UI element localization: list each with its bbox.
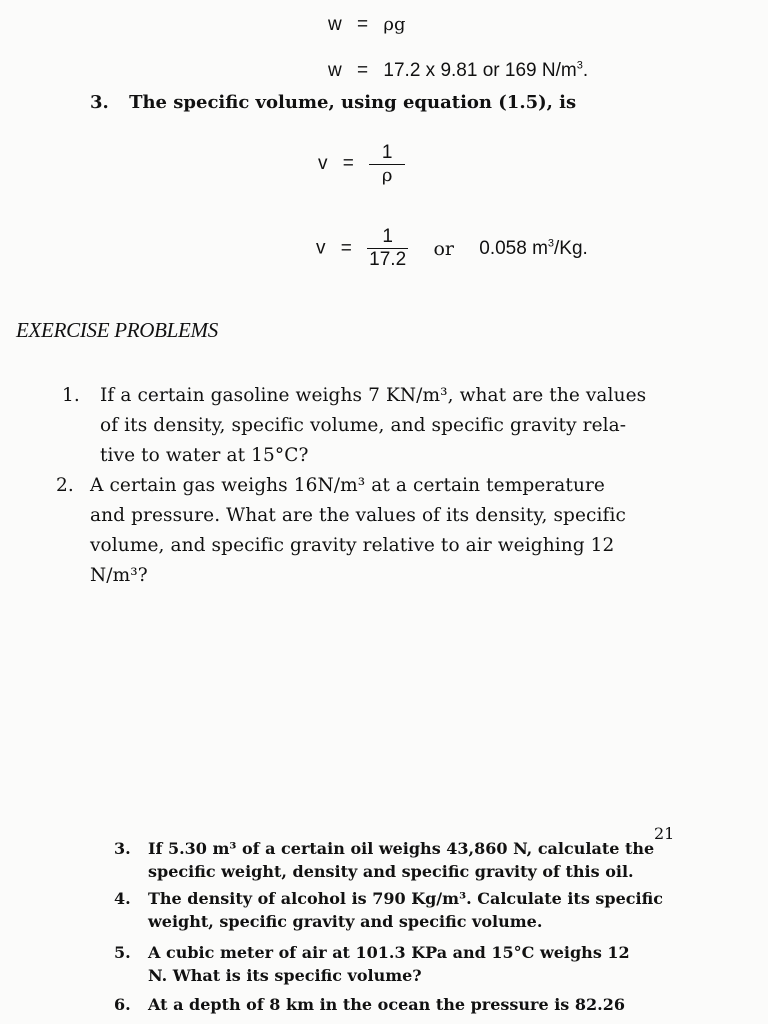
eq-superscript: 3 [547, 237, 555, 250]
fraction-numerator: 1 [382, 226, 393, 247]
eq-equals: = [357, 14, 369, 35]
problem-text-line: If a certain gasoline weighs 7 KN/m³, what are the values [100, 385, 647, 406]
problem-text-line: and pressure. What are the values of its density, specific [90, 505, 626, 526]
problem-number: 4. [114, 889, 131, 908]
fraction-denominator: ρ [369, 164, 405, 186]
eq-value-unit: /Kg. [554, 237, 588, 259]
eq-lhs: v [318, 153, 328, 174]
problem-text-line: If 5.30 m³ of a certain oil weighs 43,860 N, calculate the [148, 839, 655, 858]
eq-rhs: ρg [383, 14, 406, 35]
problem-text-line: A certain gas weighs 16N/m³ at a certain temperature [90, 475, 605, 496]
problem-text-line: N/m³? [90, 565, 148, 586]
fraction [369, 142, 405, 186]
eq-value-number: 0.058 m [479, 237, 548, 259]
problem-number: 3. [114, 839, 131, 858]
problem-number: 5. [114, 943, 131, 962]
fraction-denominator: 17.2 [369, 249, 407, 270]
problem-text-line: N. What is its specific volume? [148, 966, 422, 985]
section-heading: EXERCISE PROBLEMS [16, 318, 218, 342]
problem-text-line: tive to water at 15°C? [100, 445, 309, 466]
problem-number: 1. [62, 385, 80, 406]
equation-specific-volume-value [316, 226, 588, 271]
eq-period: . [582, 60, 589, 81]
step-text: The specific volume, using equation (1.5), is [129, 92, 577, 113]
eq-lhs: w [328, 60, 342, 81]
equation-weight-value [328, 60, 588, 82]
problem-text-line: The density of alcohol is 790 Kg/m³. Calculate its specific [148, 889, 663, 908]
fraction-numerator: 1 [381, 142, 393, 163]
problem-text-line: At a depth of 8 km in the ocean the pressure is 82.26 [148, 995, 625, 1014]
problem-text-line: weight, specific gravity and specific volume. [148, 912, 543, 931]
eq-value [479, 238, 588, 259]
fraction [367, 226, 408, 271]
eq-equals: = [342, 153, 354, 174]
problem-number: 6. [114, 995, 131, 1014]
equation-specific-volume [318, 142, 405, 186]
step-number: 3. [90, 92, 109, 113]
problem-number: 2. [56, 475, 74, 496]
eq-lhs: v [316, 237, 326, 259]
eq-equals: = [357, 60, 369, 81]
eq-lhs: w [328, 14, 342, 35]
solution-step-3 [90, 87, 576, 118]
problem-text-line: A cubic meter of air at 101.3 KPa and 15°C weighs 12 [148, 943, 630, 962]
equation-weight-definition [328, 14, 406, 36]
problem-text-line: of its density, specific volume, and specific gravity rela- [100, 415, 627, 436]
eq-or: or [433, 237, 454, 260]
eq-equals: = [340, 237, 352, 259]
eq-superscript: 3 [576, 59, 583, 72]
page-number: 21 [654, 824, 675, 843]
problem-text-line: volume, and specific gravity relative to air weighing 12 [90, 535, 615, 556]
problem-text-line: specific weight, density and specific gravity of this oil. [148, 862, 634, 881]
eq-rhs: 17.2 x 9.81 or 169 N/m [383, 60, 577, 81]
